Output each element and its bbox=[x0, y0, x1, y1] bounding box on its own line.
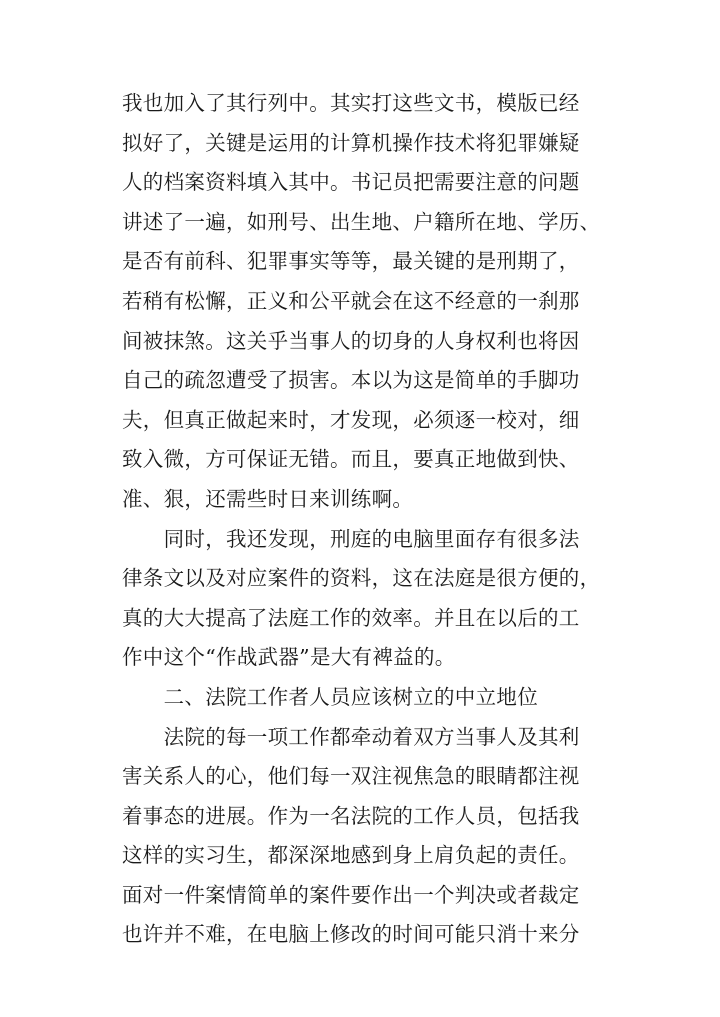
text-line: 若稍有松懈，正义和公平就会在这不经意的一刹那 bbox=[122, 288, 580, 313]
text-line: 我也加入了其行列中。其实打这些文书，模版已经 bbox=[122, 91, 580, 115]
section-heading: 二、法院工作者人员应该树立的中立地位 bbox=[122, 684, 538, 709]
text-line: 这样的实习生，都深深地感到身上肩负起的责任。 bbox=[122, 843, 580, 868]
text-line: 真的大大提高了法庭工作的效率。并且在以后的工 bbox=[122, 605, 580, 630]
text-line: 致入微，方可保证无错。而且，要真正地做到快、 bbox=[122, 447, 580, 472]
paragraph-start-line: 法院的每一项工作都牵动着双方当事人及其利 bbox=[122, 724, 580, 749]
text-line: 人的档案资料填入其中。书记员把需要注意的问题 bbox=[122, 170, 580, 195]
text-line: 面对一件案情简单的案件要作出一个判决或者裁定 bbox=[122, 882, 580, 907]
text-line: 自己的疏忽遭受了损害。本以为这是简单的手脚功 bbox=[122, 368, 580, 393]
text-line: 准、狠，还需些时日来训练啊。 bbox=[122, 486, 414, 511]
text-line: 作中这个“作战武器”是大有裨益的。 bbox=[122, 645, 456, 670]
text-line: 律条文以及对应案件的资料，这在法庭是很方便的， bbox=[122, 566, 601, 591]
text-line: 着事态的进展。作为一名法院的工作人员，包括我 bbox=[122, 803, 580, 828]
text-line: 讲述了一遍，如刑号、出生地、户籍所在地、学历、 bbox=[122, 209, 601, 234]
text-line: 害关系人的心，他们每一双注视焦急的眼睛都注视 bbox=[122, 764, 580, 789]
text-line: 间被抹煞。这关乎当事人的切身的人身权利也将因 bbox=[122, 328, 580, 353]
body-text bbox=[122, 84, 602, 955]
text-line: 夫，但真正做起来时，才发现，必须逐一校对，细 bbox=[122, 407, 580, 432]
text-line: 也许并不难，在电脑上修改的时间可能只消十来分 bbox=[122, 922, 580, 947]
text-line: 是否有前科、犯罪事实等等，最关键的是刑期了， bbox=[122, 249, 580, 274]
paragraph-start-line: 同时，我还发现，刑庭的电脑里面存有很多法 bbox=[122, 526, 580, 551]
text-line: 拟好了，关键是运用的计算机操作技术将犯罪嫌疑 bbox=[122, 130, 580, 155]
